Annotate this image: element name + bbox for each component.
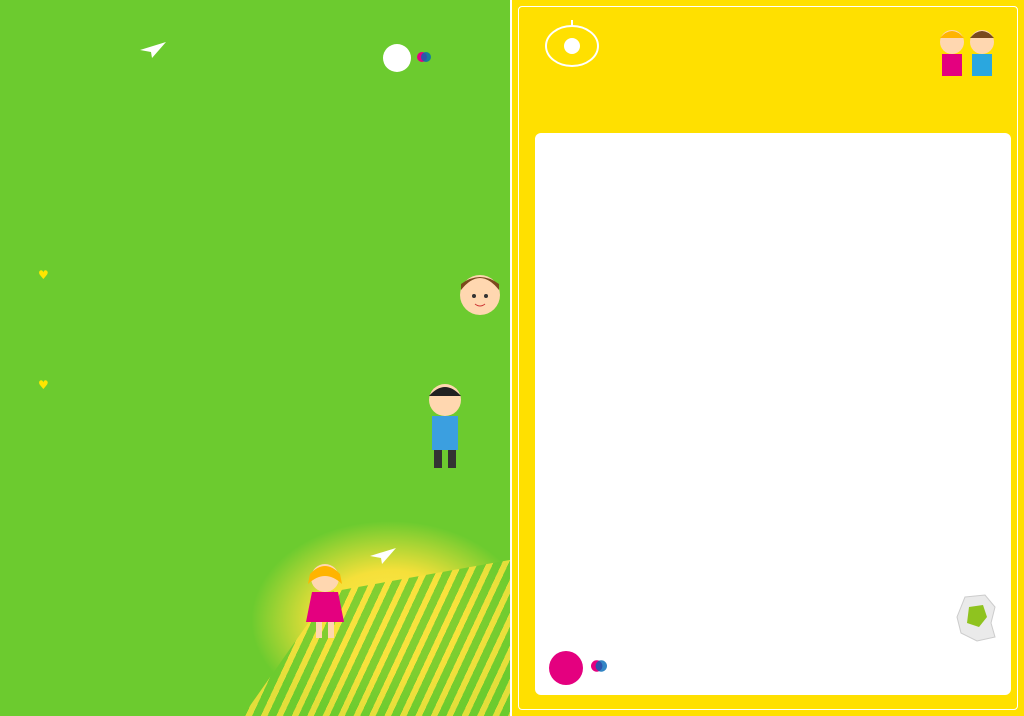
girl-illustration xyxy=(300,560,350,644)
dream-school-logo xyxy=(383,44,411,72)
gyeonggi-office-logo-icon xyxy=(417,49,431,68)
header-logos xyxy=(383,44,437,72)
kids-illustration xyxy=(932,22,1002,86)
paper-plane-icon xyxy=(140,42,166,63)
boy-illustration-middle xyxy=(420,380,470,474)
gyeonggi-office-logo-icon xyxy=(591,658,607,678)
footer-logos xyxy=(549,651,615,685)
types-title xyxy=(38,378,55,392)
paper-plane-icon xyxy=(370,548,396,569)
robot-icon xyxy=(542,20,602,74)
right-panel xyxy=(512,0,1024,716)
plan-sheet xyxy=(535,133,1011,695)
dream-school-logo xyxy=(549,651,583,685)
about-title xyxy=(38,268,55,282)
left-panel xyxy=(0,0,510,716)
boy-illustration-top xyxy=(455,270,505,334)
gyeonggi-map-icon xyxy=(955,593,999,643)
heart-icon: ♥ xyxy=(38,378,49,392)
heart-icon: ♥ xyxy=(38,268,49,282)
